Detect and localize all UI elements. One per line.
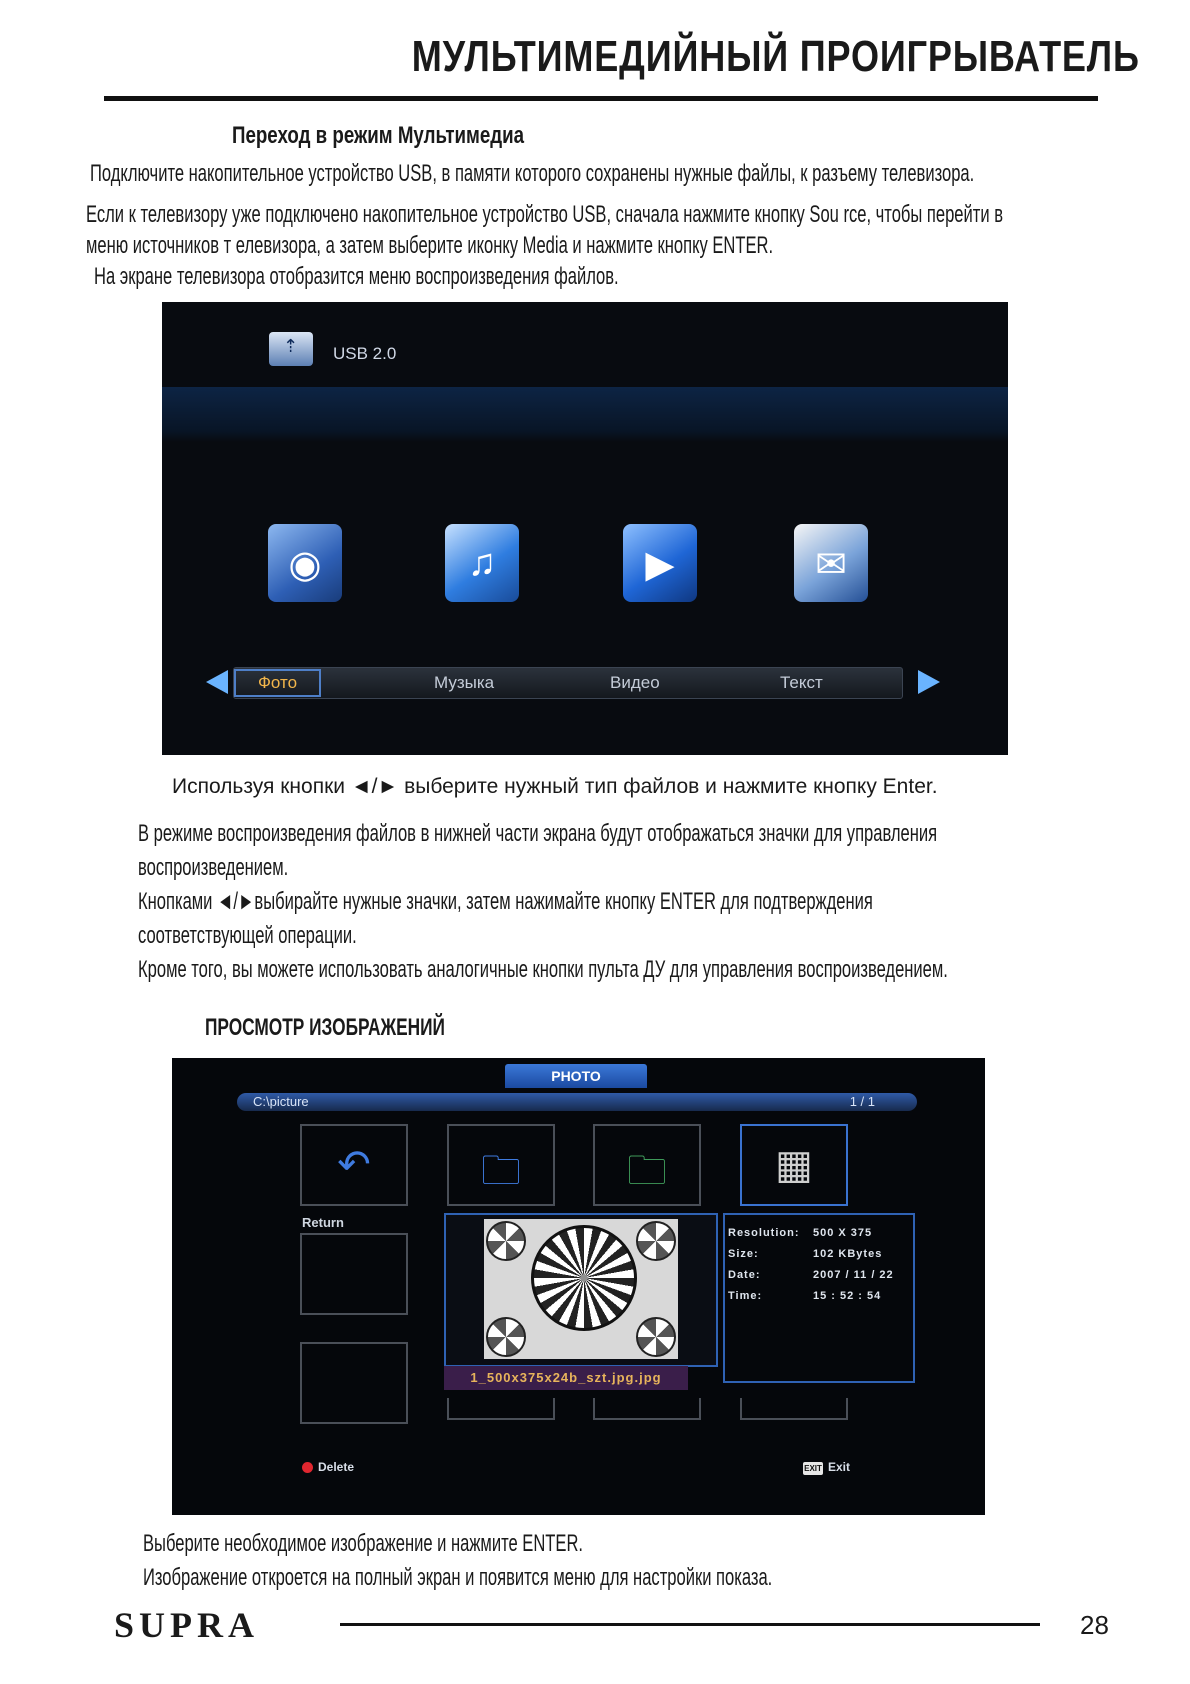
info-value-time: 15 : 52 : 54 bbox=[813, 1290, 882, 1302]
header-band bbox=[162, 387, 1008, 442]
footer-rule bbox=[340, 1623, 1040, 1626]
paragraph-fullscreen: Изображение откроется на полный экран и появится меню для настройки показа. bbox=[143, 1564, 773, 1591]
text-document-icon[interactable]: ✉ bbox=[794, 524, 868, 602]
file-info-panel bbox=[723, 1213, 915, 1383]
info-value-date: 2007 / 11 / 22 bbox=[813, 1269, 894, 1281]
red-button-icon bbox=[302, 1462, 313, 1473]
path-bar bbox=[237, 1093, 917, 1111]
page-number: 28 bbox=[1080, 1610, 1109, 1640]
paragraph-buttons-2: соответствующей операции. bbox=[138, 922, 357, 949]
arrow-right-icon[interactable] bbox=[918, 670, 940, 694]
page-counter: 1 / 1 bbox=[849, 1094, 875, 1109]
page-title: МУЛЬТИМЕДИЙНЫЙ ПРОИГРЫВАТЕЛЬ bbox=[412, 32, 1140, 81]
folder-tile-1[interactable] bbox=[447, 1124, 555, 1206]
paragraph-connect-usb: Подключите накопительное устройство USB, в памяти которого сохранены нужные файлы, к разъему телевизора. bbox=[90, 160, 975, 187]
paragraph-playback-1: В режиме воспроизведения файлов в нижней части экрана будут отображаться значки для управления bbox=[138, 820, 938, 847]
exit-label[interactable]: Exit bbox=[828, 1460, 851, 1474]
test-card-thumbnail-icon: ▦ bbox=[775, 1143, 813, 1187]
path-label: C:\picture bbox=[253, 1094, 309, 1109]
folder-icon: 🗀 bbox=[481, 1149, 521, 1193]
usb-label: USB 2.0 bbox=[333, 344, 397, 363]
empty-tile-1[interactable] bbox=[300, 1233, 408, 1315]
tab-photo-header[interactable]: PHOTO bbox=[505, 1064, 647, 1088]
brand-logo: SUPRA bbox=[114, 1605, 260, 1645]
folder-tile-2[interactable] bbox=[593, 1124, 701, 1206]
paragraph-menu-shown: На экране телевизора отобразится меню воспроизведения файлов. bbox=[94, 263, 619, 290]
paragraph-select-image: Выберите необходимое изображение и нажмите ENTER. bbox=[143, 1530, 584, 1557]
usb-drive-icon: ⇡ bbox=[269, 332, 313, 366]
tile-stub-3 bbox=[740, 1398, 848, 1420]
header-rule bbox=[104, 96, 1098, 101]
return-arrow-icon: ↶ bbox=[337, 1143, 371, 1187]
paragraph-source-2: меню источников т елевизора, а затем выберите иконку Media и нажмите кнопку ENTER. bbox=[86, 232, 774, 259]
info-label-resolution: Resolution: bbox=[728, 1227, 800, 1239]
file-name: 1_500x375x24b_szt.jpg.jpg bbox=[444, 1366, 688, 1390]
info-value-resolution: 500 X 375 bbox=[813, 1227, 873, 1239]
photo-browser-screenshot bbox=[172, 1058, 985, 1515]
section-heading-multimedia: Переход в режим Мультимедиа bbox=[232, 122, 525, 149]
delete-label[interactable]: Delete bbox=[318, 1460, 355, 1474]
paragraph-source-1: Если к телевизору уже подключено накопительное устройство USB, сначала нажмите кнопку Sou rce, чтобы перейти в bbox=[86, 201, 1003, 228]
caption-select-type: Используя кнопки ◄/► выберите нужный тип файлов и нажмите кнопку Enter. bbox=[172, 775, 938, 798]
tab-music[interactable]: Музыка bbox=[434, 673, 495, 692]
return-tile[interactable] bbox=[300, 1124, 408, 1206]
section-heading-images: ПРОСМОТР ИЗОБРАЖЕНИЙ bbox=[205, 1014, 445, 1041]
camera-icon[interactable]: ◉ bbox=[268, 524, 342, 602]
image-preview bbox=[444, 1213, 718, 1367]
empty-tile-2[interactable] bbox=[300, 1342, 408, 1424]
category-bar bbox=[233, 667, 903, 699]
info-label-date: Date: bbox=[728, 1269, 761, 1281]
tile-stub-1 bbox=[447, 1398, 555, 1420]
test-card-image bbox=[484, 1219, 678, 1359]
paragraph-playback-2: воспроизведением. bbox=[138, 854, 289, 881]
tile-stub-2 bbox=[593, 1398, 701, 1420]
return-label: Return bbox=[302, 1215, 344, 1230]
video-clapper-icon[interactable]: ▶ bbox=[623, 524, 697, 602]
tab-photo[interactable]: Фото bbox=[234, 669, 321, 697]
info-value-size: 102 KBytes bbox=[813, 1248, 883, 1260]
music-icon[interactable]: ♫ bbox=[445, 524, 519, 602]
tab-text[interactable]: Текст bbox=[780, 673, 823, 692]
info-label-time: Time: bbox=[728, 1290, 763, 1302]
media-menu-screenshot bbox=[162, 302, 1008, 755]
exit-key-icon: EXIT bbox=[804, 1464, 822, 1473]
tab-video[interactable]: Видео bbox=[610, 673, 660, 692]
paragraph-remote: Кроме того, вы можете использовать аналогичные кнопки пульта ДУ для управления воспроизведением. bbox=[138, 956, 948, 983]
image-tile-selected[interactable] bbox=[740, 1124, 848, 1206]
paragraph-buttons-1: Кнопками ◄/►выбирайте нужные значки, затем нажимайте кнопку ENTER для подтверждения bbox=[138, 888, 873, 915]
image-folder-icon: 🗀 bbox=[627, 1149, 667, 1193]
arrow-left-icon[interactable] bbox=[206, 670, 228, 694]
info-label-size: Size: bbox=[728, 1248, 759, 1260]
